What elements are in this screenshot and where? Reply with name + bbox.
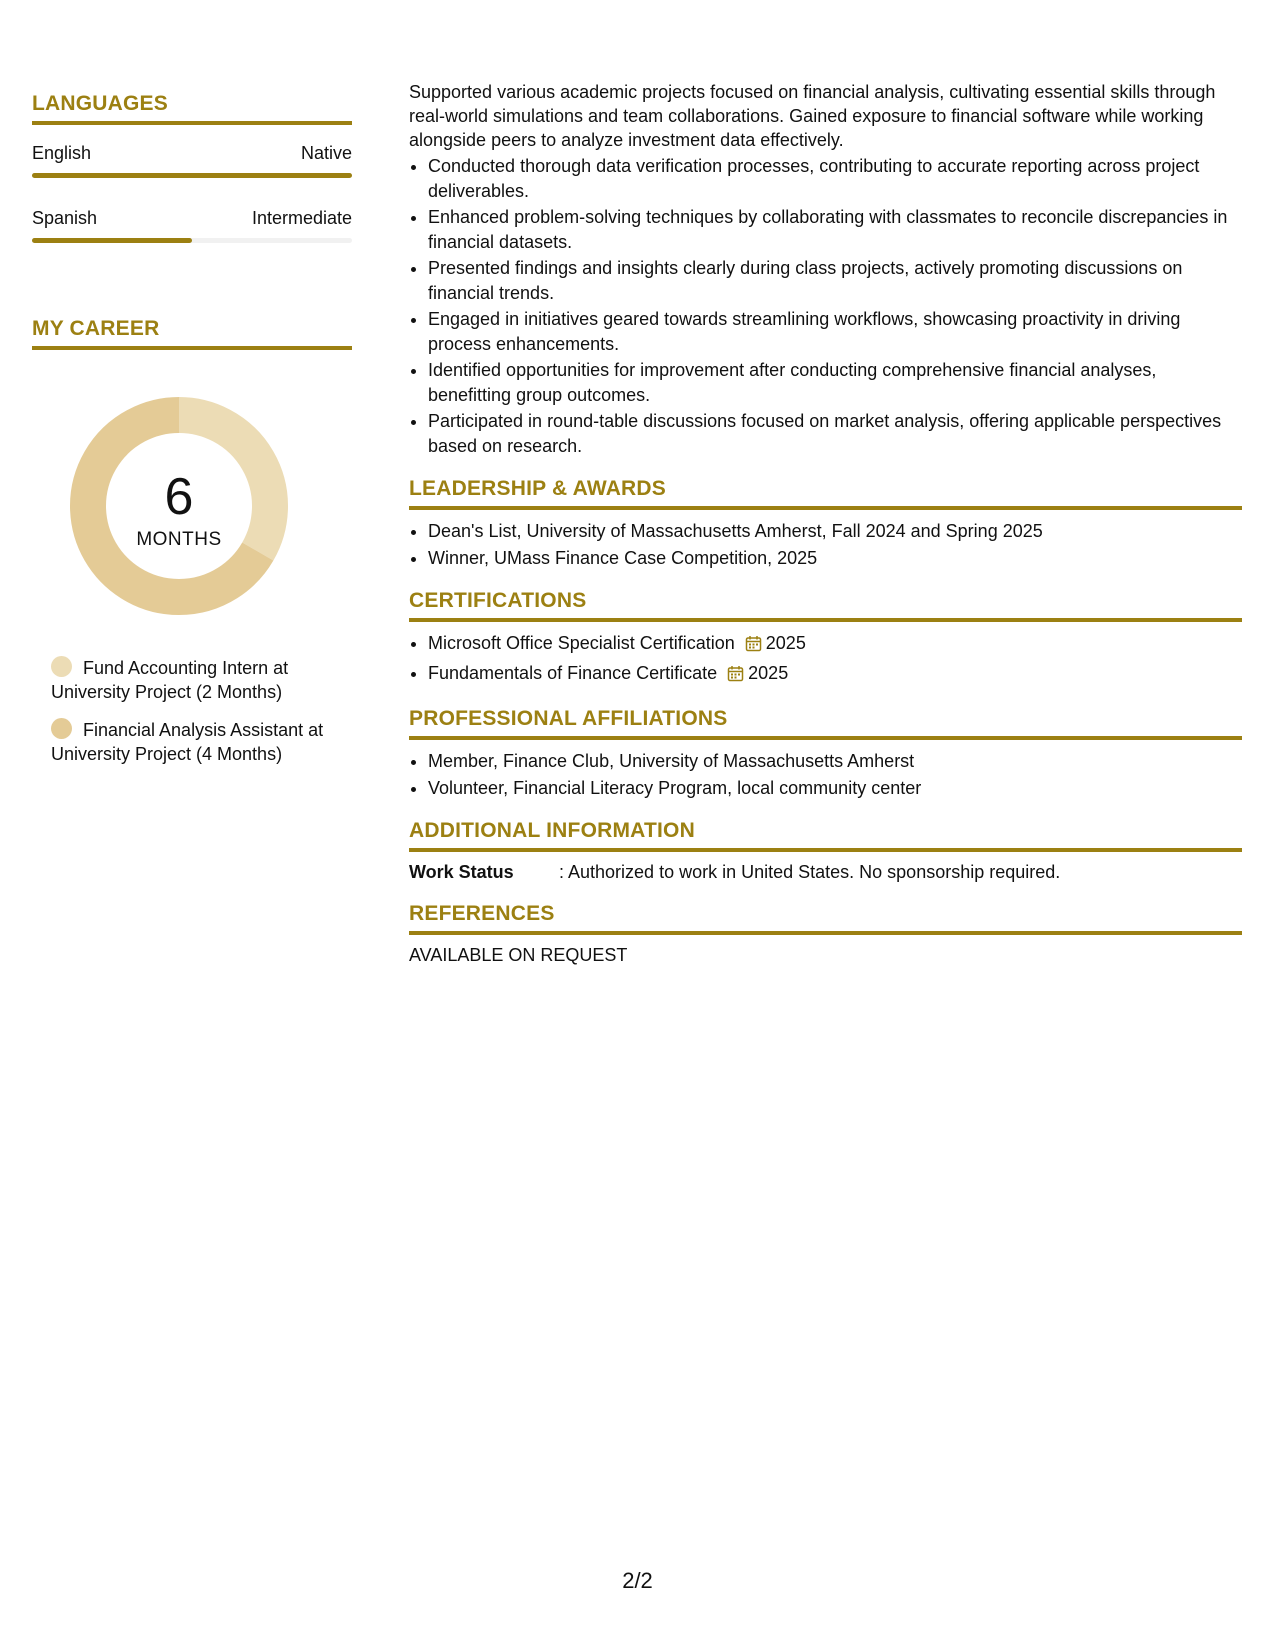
experience-bullets [409, 154, 1242, 458]
legend-item [51, 718, 331, 766]
language-name: Spanish [32, 208, 98, 228]
additional-section [409, 819, 1242, 883]
work-status-row [409, 862, 1242, 883]
main-content [409, 80, 1242, 966]
career-legend [51, 656, 331, 766]
references-text: AVAILABLE ON REQUEST [409, 945, 628, 965]
references-section [409, 902, 1242, 966]
sidebar [32, 92, 352, 780]
list-item: • Dean's List, University of Massachusetts Amherst, Fall 2024 and Spring 2025 [428, 519, 1242, 544]
language-item-spanish [32, 208, 352, 243]
page-number: 2/2 [622, 1568, 653, 1593]
list-item: • Engaged in initiatives geared towards streamlining workflows, showcasing proactivity in driving process enhancements. [428, 307, 1242, 356]
language-bar-fill [32, 173, 352, 178]
list-item: • Identified opportunities for improvement after conducting comprehensive financial analyses, benefitting group outcomes. [428, 358, 1242, 407]
legend-label: Financial Analysis Assistant at University Project (4 Months) [51, 720, 324, 764]
languages-heading: LANGUAGES [32, 92, 352, 125]
list-item: • Enhanced problem-solving techniques by collaborating with classmates to reconcile discrepancies in financial datasets. [428, 205, 1242, 254]
affiliations-heading: PROFESSIONAL AFFILIATIONS [409, 707, 1242, 740]
list-item: • Volunteer, Financial Literacy Program, local community center [428, 776, 1242, 801]
list-item: • Presented findings and insights clearly during class projects, actively promoting discussions on financial trends. [428, 256, 1242, 305]
language-bar-track [32, 238, 352, 243]
career-donut-chart [66, 393, 292, 619]
leadership-section [409, 477, 1242, 570]
work-status-value: : Authorized to work in United States. No sponsorship required. [559, 862, 1061, 882]
language-bar-track [32, 173, 352, 178]
affiliations-section [409, 707, 1242, 800]
legend-label: Fund Accounting Intern at University Project (2 Months) [51, 658, 289, 702]
list-item: • Member, Finance Club, University of Massachusetts Amherst [428, 749, 1242, 774]
experience-intro: Supported various academic projects focused on financial analysis, cultivating essential skills through real-world simulations and team collaborations. Gained exposure to financial software while working alongside peers to analyze investment data effectively. [409, 82, 1216, 150]
language-level: Intermediate [251, 208, 352, 228]
certifications-heading: CERTIFICATIONS [409, 589, 1242, 622]
certifications-section [409, 589, 1242, 688]
list-item: • Conducted thorough data verification processes, contributing to accurate reporting across project deliverables. [428, 154, 1242, 203]
career-total-number: 6 [164, 468, 194, 526]
calendar-icon [727, 664, 744, 689]
legend-item [51, 656, 331, 704]
legend-dot-icon [51, 718, 72, 739]
certification-name: Microsoft Office Specialist Certification [428, 633, 735, 653]
career-heading: MY CAREER [32, 317, 352, 350]
additional-heading: ADDITIONAL INFORMATION [409, 819, 1242, 852]
leadership-heading: LEADERSHIP & AWARDS [409, 477, 1242, 510]
language-level: Native [300, 143, 352, 163]
certification-year: 2025 [765, 633, 806, 653]
references-heading: REFERENCES [409, 902, 1242, 935]
language-name: English [32, 143, 92, 163]
legend-dot-icon [51, 656, 72, 677]
certification-name: Fundamentals of Finance Certificate [428, 662, 718, 683]
language-item-english [32, 143, 352, 178]
donut-center [66, 393, 292, 619]
career-total-unit: MONTHS [136, 529, 222, 550]
certification-year: 2025 [748, 662, 789, 683]
list-item [428, 661, 1242, 689]
list-item: • Winner, UMass Finance Case Competition, 2025 [428, 546, 1242, 571]
list-item [428, 631, 1242, 659]
list-item: • Participated in round-table discussions focused on market analysis, offering applicable perspectives based on research. [428, 409, 1242, 458]
language-bar-fill [32, 238, 192, 243]
calendar-icon [745, 634, 762, 659]
work-status-label: Work Status [409, 862, 514, 882]
